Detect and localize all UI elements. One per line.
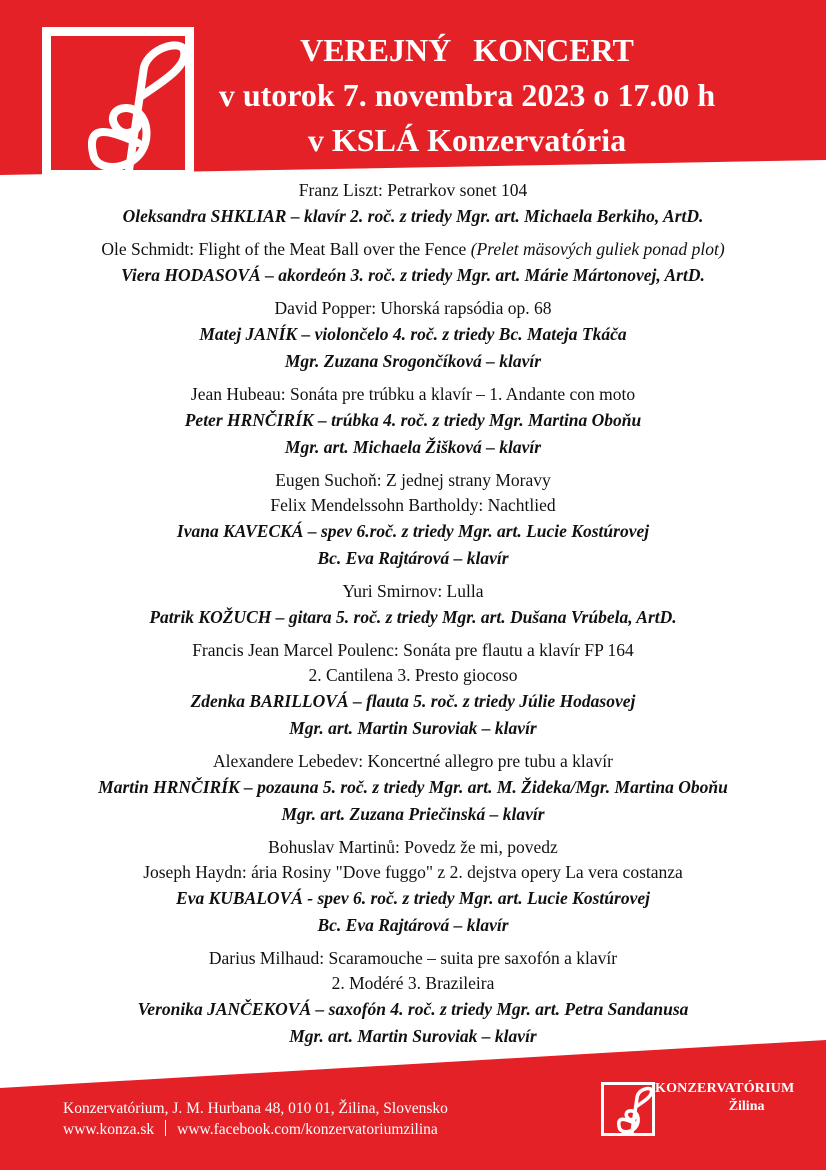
composition-title: Joseph Haydn: ária Rosiny "Dove fuggo" z 2. dejstva opery La vera costanza <box>143 862 683 882</box>
performer-line: Mgr. art. Michaela Žišková – klavír <box>284 437 542 457</box>
program-item <box>0 579 826 631</box>
website-link[interactable]: www.konza.sk <box>63 1121 155 1138</box>
org-name: KONZERVATÓRIUM <box>655 1081 795 1096</box>
composition-title: 2. Cantilena 3. Presto giocoso <box>308 665 518 685</box>
composition-title: Yuri Smirnov: Lulla <box>342 581 484 601</box>
concert-header <box>200 28 734 163</box>
org-city: Žilina <box>728 1099 765 1114</box>
composition-title: Jean Hubeau: Sonáta pre trúbku a klavír – 1. Andante con moto <box>190 384 636 404</box>
program-item <box>0 382 826 461</box>
performer-line: Ivana KAVECKÁ – spev 6.roč. z triedy Mgr. art. Lucie Kostúrovej <box>176 521 650 541</box>
footer-org-name <box>655 1080 794 1116</box>
composition-title: Alexandere Lebedev: Koncertné allegro pre tubu a klavír <box>213 751 613 771</box>
program-item <box>0 178 826 230</box>
treble-clef-icon <box>42 27 194 179</box>
program-item <box>0 835 826 939</box>
program-item <box>0 638 826 742</box>
footer-divider <box>165 1120 166 1136</box>
concert-title: VEREJNÝ KONCERT <box>300 32 634 68</box>
performer-line: Patrik KOŽUCH – gitara 5. roč. z triedy Mgr. art. Dušana Vrúbela, ArtD. <box>149 607 677 627</box>
program-item <box>0 296 826 375</box>
program-item <box>0 946 826 1050</box>
footer-contact <box>63 1098 448 1140</box>
performer-line: Veronika JANČEKOVÁ – saxofón 4. roč. z triedy Mgr. art. Petra Sandanusa <box>137 999 689 1019</box>
program-item <box>0 468 826 572</box>
performer-line: Mgr. art. Martin Suroviak – klavír <box>289 718 537 738</box>
performer-line: Oleksandra SHKLIAR – klavír 2. roč. z triedy Mgr. art. Michaela Berkiho, ArtD. <box>122 206 704 226</box>
composition-title: Felix Mendelssohn Bartholdy: Nachtlied <box>270 495 556 515</box>
composition-title: Franz Liszt: Petrarkov sonet 104 <box>298 180 528 200</box>
composition-title: David Popper: Uhorská rapsódia op. 68 <box>274 298 552 318</box>
composition-title: Ole Schmidt: Flight of the Meat Ball over the Fence (Prelet mäsových guliek ponad plot) <box>101 239 725 259</box>
composition-subtitle: (Prelet mäsových guliek ponad plot) <box>470 239 725 259</box>
performer-line: Bc. Eva Rajtárová – klavír <box>317 548 509 568</box>
performer-line: Eva KUBALOVÁ - spev 6. roč. z triedy Mgr. art. Lucie Kostúrovej <box>176 888 650 908</box>
performer-line: Bc. Eva Rajtárová – klavír <box>317 915 509 935</box>
footer-logo <box>601 1082 655 1136</box>
composition-title: Francis Jean Marcel Poulenc: Sonáta pre flautu a klavír FP 164 <box>192 640 634 660</box>
footer-address: Konzervatórium, J. M. Hurbana 48, 010 01, Žilina, Slovensko <box>63 1100 448 1117</box>
concert-program <box>0 178 826 1057</box>
composition-title: Eugen Suchoň: Z jednej strany Moravy <box>275 470 551 490</box>
facebook-link[interactable]: www.facebook.com/konzervatoriumzilina <box>177 1121 438 1138</box>
performer-line: Mgr. art. Zuzana Priečinská – klavír <box>281 804 545 824</box>
conservatory-logo <box>42 27 194 179</box>
composition-title: 2. Modéré 3. Brazileira <box>331 973 495 993</box>
performer-line: Peter HRNČIRÍK – trúbka 4. roč. z triedy Mgr. Martina Oboňu <box>184 410 642 430</box>
composition-title: Bohuslav Martinů: Povedz že mi, povedz <box>268 837 558 857</box>
concert-date: v utorok 7. novembra 2023 o 17.00 h <box>218 77 716 113</box>
program-item <box>0 749 826 828</box>
performer-line: Mgr. Zuzana Srogončíková – klavír <box>284 351 542 371</box>
program-item <box>0 237 826 289</box>
performer-line: Matej JANÍK – violončelo 4. roč. z triedy Bc. Mateja Tkáča <box>199 324 627 344</box>
concert-venue: v KSLÁ Konzervatória <box>307 122 627 158</box>
performer-line: Mgr. art. Martin Suroviak – klavír <box>289 1026 537 1046</box>
performer-line: Viera HODASOVÁ – akordeón 3. roč. z triedy Mgr. art. Márie Mártonovej, ArtD. <box>121 265 705 285</box>
performer-line: Martin HRNČIRÍK – pozauna 5. roč. z triedy Mgr. art. M. Žideka/Mgr. Martina Oboňu <box>98 777 728 797</box>
performer-line: Zdenka BARILLOVÁ – flauta 5. roč. z triedy Júlie Hodasovej <box>190 691 636 711</box>
treble-clef-icon <box>601 1082 655 1136</box>
composition-title: Darius Milhaud: Scaramouche – suita pre saxofón a klavír <box>208 948 618 968</box>
